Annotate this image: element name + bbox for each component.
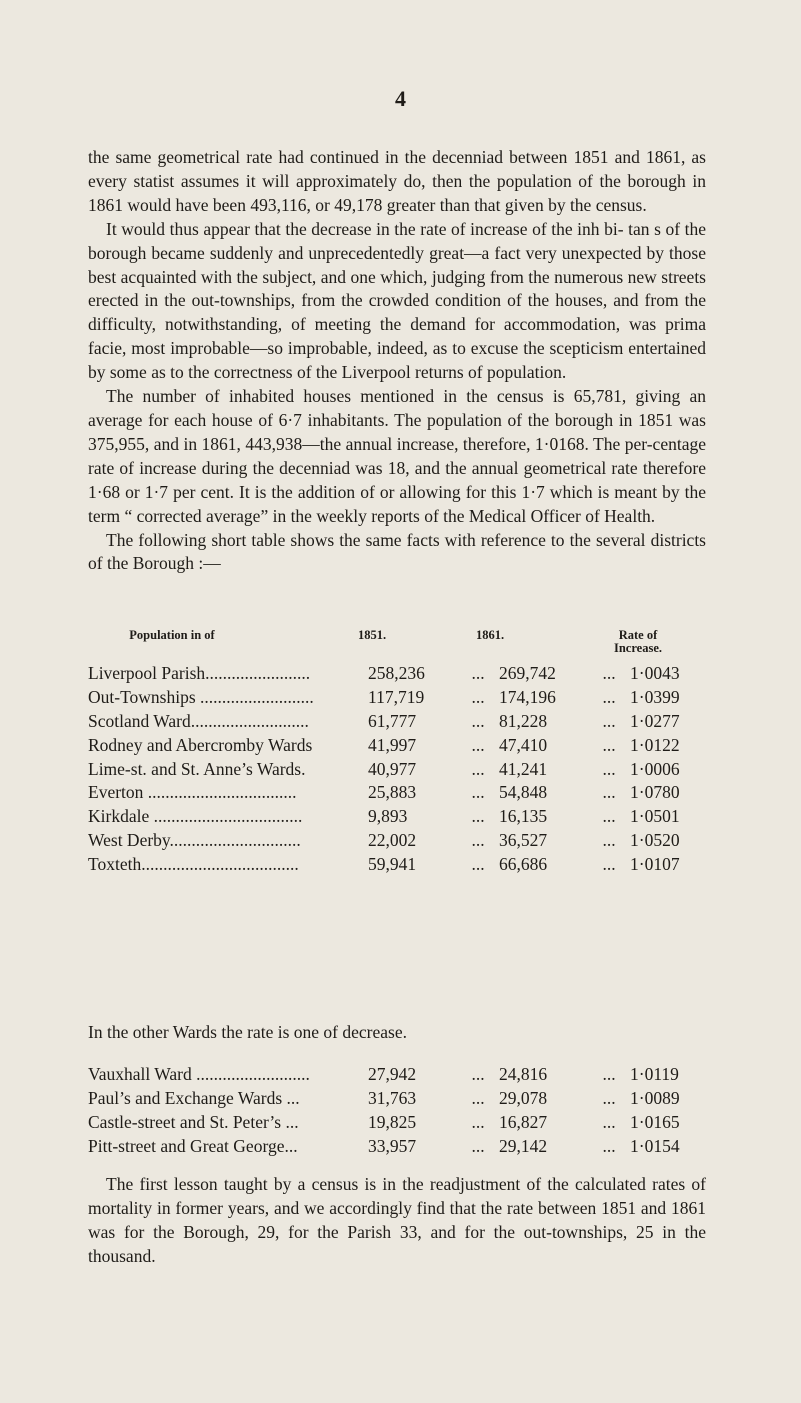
leader-dots: ... [602, 734, 616, 755]
district-cell: Vauxhall Ward .......................... [88, 1064, 310, 1085]
value-1851-cell: 40,977 [368, 758, 417, 779]
leader-dots: ... [471, 710, 485, 731]
page-number: 4 [395, 86, 406, 111]
increase-table [88, 662, 704, 876]
rate-cell: 1·0107 [630, 853, 680, 874]
leader-dots: ... [471, 829, 485, 850]
column-header-population: Population in of [129, 628, 215, 642]
rate-cell: 1·0119 [630, 1064, 679, 1085]
leader-dots: ... [602, 687, 616, 708]
value-1861-cell: 47,410 [499, 734, 548, 755]
table-row [88, 781, 704, 805]
table-row [88, 1063, 704, 1087]
table-row [88, 662, 704, 686]
table-row [88, 829, 704, 853]
value-1861-cell: 29,142 [499, 1135, 548, 1156]
rate-cell: 1·0780 [630, 782, 680, 803]
rate-cell: 1·0043 [630, 663, 680, 684]
leader-dots: ... [471, 1111, 485, 1132]
paragraph: It would thus appear that the decrease in the rate of increase of the inh bi- tan s of the borough became suddenly and unprecedentedly great—a fact very unexpected by those best acquainted with the subject, and one which, judging from the numerous new streets erected in the out-townships, from the crowded condition of the houses, and from the difficulty, notwithstanding, of meeting the demand for accommodation, was prima facie, most improbable—so improbable, indeed, as to excuse the scepticism entertained by some as to the correctness of the Liverpool returns of population. [88, 218, 706, 383]
paragraph: The first lesson taught by a census is in the readjustment of the calculated rates of mortality in former years, and we accordingly find that the rate between 1851 and 1861 was for the Borough, 29, for the Parish 33, and for the out-townships, 25 in the thousand. [88, 1174, 706, 1266]
rate-cell: 1·0122 [630, 734, 680, 755]
leader-dots: ... [602, 758, 616, 779]
column-header-rate: Rate of Increase. [613, 628, 663, 655]
leader-dots: ... [471, 758, 485, 779]
leader-dots: ... [602, 1088, 616, 1109]
value-1851-cell: 9,893 [368, 806, 408, 827]
district-cell: Out-Townships .......................... [88, 687, 314, 708]
table-row [88, 1087, 704, 1111]
leader-dots: ... [602, 1135, 616, 1156]
rate-cell: 1·0520 [630, 829, 680, 850]
column-header-1861: 1861. [476, 628, 505, 642]
table-row [88, 1134, 704, 1158]
district-cell: Pitt-street and Great George... [88, 1135, 298, 1156]
leader-dots: ... [602, 1064, 616, 1085]
district-cell: West Derby.............................. [88, 829, 301, 850]
leader-dots: ... [471, 853, 485, 874]
value-1861-cell: 54,848 [499, 782, 548, 803]
district-cell: Scotland Ward........................... [88, 710, 309, 731]
value-1861-cell: 41,241 [499, 758, 548, 779]
leader-dots: ... [602, 853, 616, 874]
value-1851-cell: 59,941 [368, 853, 417, 874]
rate-cell: 1·0501 [630, 806, 680, 827]
leader-dots: ... [471, 687, 485, 708]
decrease-note: In the other Wards the rate is one of decrease. [88, 1022, 407, 1042]
leader-dots: ... [471, 1135, 485, 1156]
table-row [88, 733, 704, 757]
value-1861-cell: 174,196 [499, 687, 556, 708]
value-1861-cell: 24,816 [499, 1064, 548, 1085]
district-cell: Kirkdale .................................. [88, 806, 303, 827]
value-1851-cell: 27,942 [368, 1064, 417, 1085]
leader-dots: ... [602, 806, 616, 827]
rate-cell: 1·0154 [630, 1135, 680, 1156]
table-row [88, 1111, 704, 1135]
leader-dots: ... [602, 710, 616, 731]
rate-cell: 1·0089 [630, 1088, 680, 1109]
district-cell: Lime-st. and St. Anne’s Wards. [88, 758, 306, 779]
column-header-1851: 1851. [358, 628, 387, 642]
leader-dots: ... [471, 1088, 485, 1109]
value-1861-cell: 16,827 [499, 1111, 548, 1132]
paragraph: the same geometrical rate had continued in the decenniad between 1851 and 1861, as every statist assumes it will approximately do, then the population of the borough in 1861 would have been 493,116, or 49,178 greater than that given by the census. [88, 147, 706, 215]
leader-dots: ... [471, 1064, 485, 1085]
table-row [88, 852, 704, 876]
leader-dots: ... [471, 806, 485, 827]
district-cell: Liverpool Parish........................ [88, 663, 311, 684]
table-row [88, 757, 704, 781]
table-row [88, 710, 704, 734]
value-1861-cell: 269,742 [499, 663, 556, 684]
table-row [88, 805, 704, 829]
leader-dots: ... [602, 663, 616, 684]
district-cell: Paul’s and Exchange Wards ... [88, 1088, 300, 1109]
value-1861-cell: 81,228 [499, 710, 548, 731]
leader-dots: ... [602, 1111, 616, 1132]
leader-dots: ... [602, 829, 616, 850]
leader-dots: ... [471, 734, 485, 755]
paragraph: The following short table shows the same facts with reference to the several districts of the Borough :— [88, 529, 706, 574]
value-1851-cell: 33,957 [368, 1135, 417, 1156]
value-1861-cell: 36,527 [499, 829, 548, 850]
body-text [88, 146, 706, 576]
value-1851-cell: 117,719 [368, 687, 425, 708]
table-row [88, 686, 704, 710]
decrease-table [88, 1063, 704, 1158]
value-1861-cell: 29,078 [499, 1088, 548, 1109]
district-cell: Everton .................................. [88, 782, 297, 803]
value-1851-cell: 258,236 [368, 663, 425, 684]
value-1851-cell: 22,002 [368, 829, 417, 850]
leader-dots: ... [471, 663, 485, 684]
rate-cell: 1·0165 [630, 1111, 680, 1132]
paragraph: The number of inhabited houses mentioned in the census is 65,781, giving an average for each house of 6·7 inhabitants. The population of the borough in 1851 was 375,955, and in 1861, 443,938—the annual increase, therefore, 1·0168. The per-centage rate of increase during the decenniad was 18, and the annual geometrical rate therefore 1·68 or 1·7 per cent. It is the addition of or allowing for this 1·7 which is meant by the term “ corrected average” in the weekly reports of the Medical Officer of Health. [88, 386, 706, 526]
district-cell: Rodney and Abercromby Wards [88, 734, 313, 755]
value-1851-cell: 19,825 [368, 1111, 417, 1132]
leader-dots: ... [471, 782, 485, 803]
closing-text [88, 1173, 706, 1269]
value-1851-cell: 41,997 [368, 734, 417, 755]
value-1851-cell: 61,777 [368, 710, 417, 731]
rate-cell: 1·0399 [630, 687, 680, 708]
value-1851-cell: 25,883 [368, 782, 417, 803]
value-1861-cell: 16,135 [499, 806, 548, 827]
value-1861-cell: 66,686 [499, 853, 548, 874]
rate-cell: 1·0277 [630, 710, 680, 731]
leader-dots: ... [602, 782, 616, 803]
rate-cell: 1·0006 [630, 758, 680, 779]
district-cell: Castle-street and St. Peter’s ... [88, 1111, 299, 1132]
district-cell: Toxteth.................................... [88, 853, 299, 874]
value-1851-cell: 31,763 [368, 1088, 417, 1109]
